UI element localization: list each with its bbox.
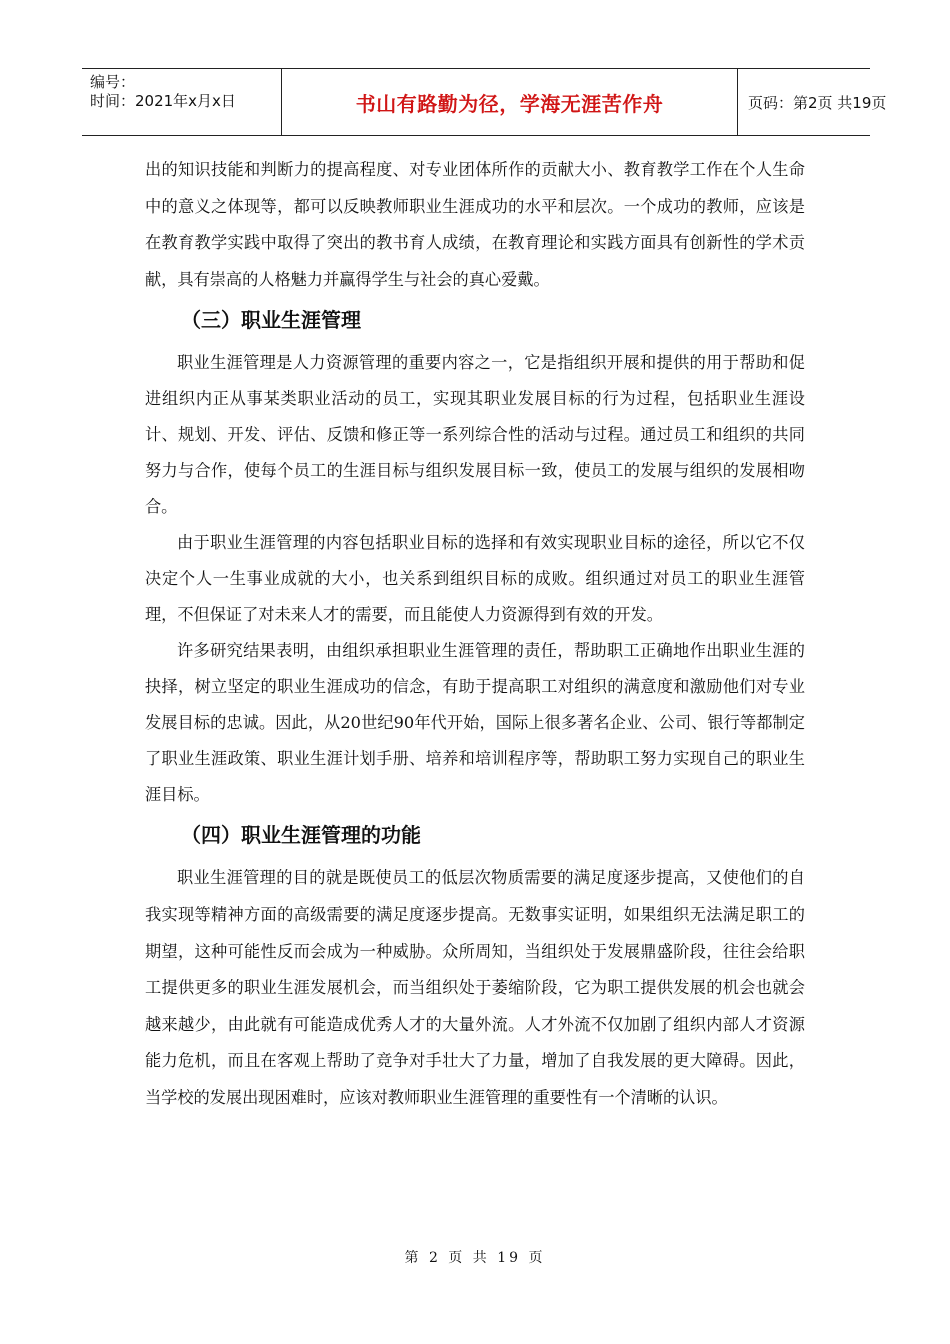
document-number-label: 编号： (90, 73, 136, 91)
paragraph-2: 职业生涯管理是人力资源管理的重要内容之一，它是指组织开展和提供的用于帮助和促进组织内正从事某类职业活动的员工，实现其职业发展目标的行为过程，包括职业生涯设计、规划、开发、评估、反馈和修正等一系列综合性的活动与过程。通过员工和组织的共同努力与合作，使每个员工的生涯目标与组织发展目标一致，使员工的发展与组织的发展相吻合。 (145, 353, 805, 517)
document-body (145, 152, 805, 1117)
header-meta-cell (82, 69, 282, 135)
header-motto: 书山有路勤为径，学海无涯苦作舟 (282, 69, 738, 135)
page-footer: 第 2 页 共 19 页 (404, 1250, 546, 1266)
section-heading-4: （四）职业生涯管理的功能 (181, 823, 421, 848)
header-page-info: 页码：第2页 共19页 (748, 93, 887, 112)
page-header-table (82, 68, 887, 136)
document-date-label: 时间：2021年x月x日 (90, 92, 236, 110)
paragraph-3: 由于职业生涯管理的内容包括职业目标的选择和有效实现职业目标的途径，所以它不仅决定个人一生事业成就的大小，也关系到组织目标的成败。组织通过对员工的职业生涯管理，不但保证了对未来人才的需要，而且能使人力资源得到有效的开发。 (145, 533, 805, 625)
section-heading-3: （三）职业生涯管理 (181, 308, 361, 333)
paragraph-5: 职业生涯管理的目的就是既使员工的低层次物质需要的满足度逐步提高，又使他们的自我实现等精神方面的高级需要的满足度逐步提高。无数事实证明，如果组织无法满足职工的期望，这种可能性反而会成为一种威胁。众所周知，当组织处于发展鼎盛阶段，往往会给职工提供更多的职业生涯发展机会，而当组织处于萎缩阶段，它为职工提供发展的机会也就会越来越少，由此就有可能造成优秀人才的大量外流。人才外流不仅加剧了组织内部人才资源能力危机，而且在客观上帮助了竞争对手壮大了力量，增加了自我发展的更大障碍。因此，当学校的发展出现困难时，应该对教师职业生涯管理的重要性有一个清晰的认识。 (145, 868, 805, 1107)
paragraph-4: 许多研究结果表明，由组织承担职业生涯管理的责任，帮助职工正确地作出职业生涯的抉择，树立坚定的职业生涯成功的信念，有助于提高职工对组织的满意度和激励他们对专业发展目标的忠诚。因此，从20世纪90年代开始，国际上很多著名企业、公司、银行等都制定了职业生涯政策、职业生涯计划手册、培养和培训程序等，帮助职工努力实现自己的职业生涯目标。 (145, 641, 805, 805)
paragraph-1: 出的知识技能和判断力的提高程度、对专业团体所作的贡献大小、教育教学工作在个人生命中的意义之体现等，都可以反映教师职业生涯成功的水平和层次。一个成功的教师，应该是在教育教学实践中取得了突出的教书育人成绩，在教育理论和实践方面具有创新性的学术贡献，具有崇高的人格魅力并赢得学生与社会的真心爱戴。 (145, 160, 805, 289)
